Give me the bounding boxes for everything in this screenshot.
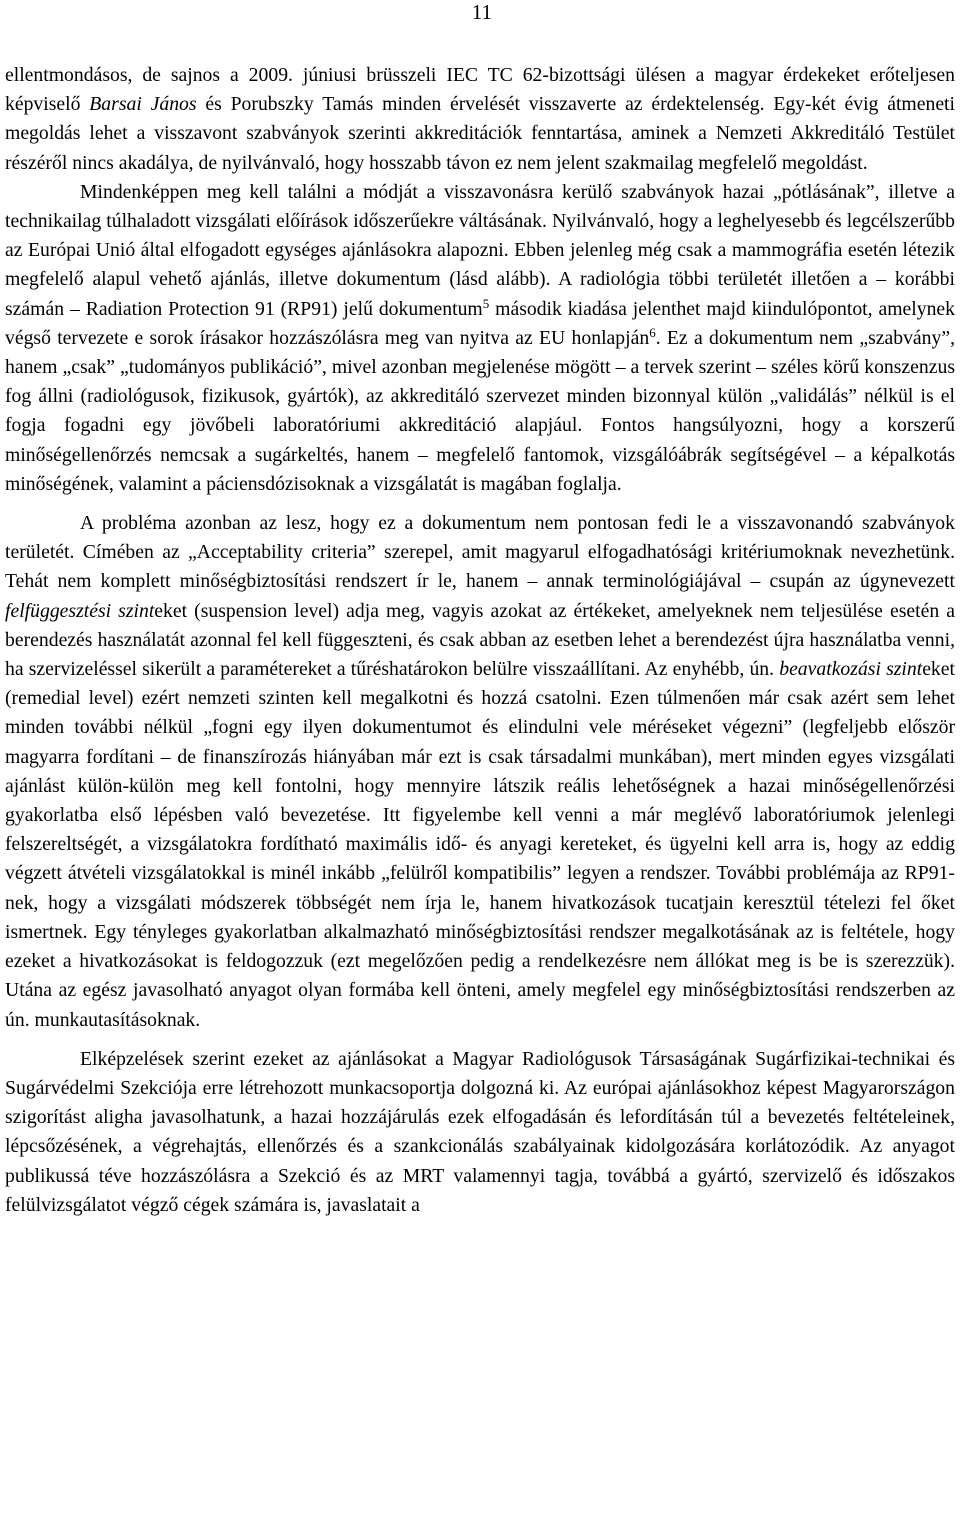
paragraph-3-text-a: A probléma azonban az lesz, hogy ez a dokumentum nem pontosan fedi le a visszavonandó szabványok területét. Címében az „Acceptability criteria” szerepel, amit magyarul elfogadhatósági kritériumoknak nevezhetünk. Tehát nem komplett minőségbiztosítási rendszert ír le, hanem – annak terminológiájával – csupán az úgynevezett <box>5 512 955 593</box>
paragraph-4-text-a: Elképzelések szerint ezeket az ajánlásokat a Magyar Radiológusok Társaságának Sugárfizikai-technikai és Sugárvédelmi Szekciója erre létrehozott munkacsoportja dolgozná ki. Az európai ajánlásokhoz képest Magyarországon szigorítást aligha javasolhatunk, a hazai hozzájárulás ezek elfogadásán és lefordításán túl a bevezetés feltételeinek, lépcsőzésének, a végrehajtás, ellenőrzés és a szankcionálás szabályainak kidolgozására korlátozódik. Az anyagot publikussá téve hozzászólásra a Szekció és az MRT valamennyi tagja, továbbá a gyártó, szervizelő és időszakos felülvizsgálatot végző cégek számára is, javaslatait a <box>5 1047 955 1216</box>
paragraph-1-text-b: és Porubszky Tamás minden érvelését visszaverte az érdektelenség. Egy-két évig átmeneti megoldás lehet a visszavont szabványok szerinti akkreditációk fenntartása, aminek a Nemzeti Akkreditáló Testület részéről nincs akadálya, de nyilvánvaló, hogy hosszabb távon ez nem jelent szakmailag megfelelő megoldást. <box>5 93 955 174</box>
paragraph-3-text-b: eket (suspension level) adja meg, vagyis azokat az értékeket, amelyeknek nem teljesülése esetén a berendezés használatát azonnal fel kell függeszteni, és csak abban az esetben lehet a berendezést újra használatba venni, ha szervizeléssel sikerült a paramétereket a tűréshatárokon belülre visszaállítani. Az enyhébb, ún. <box>5 599 955 681</box>
paragraph-2 <box>5 178 955 499</box>
paragraph-1 <box>5 61 955 178</box>
paragraph-3-emphasis-suspension: felfüggesztési szint <box>5 599 155 622</box>
paragraph-3-emphasis-remedial: beavatkozási szint <box>779 658 923 681</box>
paragraph-1-text-a: ellentmondásos, de sajnos a 2009. júniusi brüsszeli IEC TC 62-bizottsági ülésen a magyar érdekeket erőteljesen képviselő <box>5 64 955 116</box>
paragraph-2-text-c: . Ez a dokumentum nem „szabvány”, hanem „csak” „tudományos publikáció”, mivel azonban megjelenése mögött – a tervek szerint – széles körű konszenzus fog állni (radiológusok, fizikusok, gyártók), az akkreditáló szervezet minden bizonnyal külön „validálás” nélkül is el fogja fogadni egy jövőbeli laboratóriumi akkreditáció alapjául. Fontos hangsúlyozni, hogy a korszerű minőségellenőrzés nemcsak a sugárkeltés, hanem – megfelelő fantomok, vizsgálóábrák segítségével – a képalkotás minőségének, valamint a páciensdózisoknak a vizsgálatát is magában foglalja. <box>5 326 955 495</box>
footnote-ref-5: 5 <box>482 295 490 311</box>
paragraph-2-text-a: Mindenképpen meg kell találni a módját a visszavonásra kerülő szabványok hazai „pótlásának”, illetve a technikailag túlhaladott vizsgálati előírások időszerűekre váltásának. Nyilvánvaló, hogy a leghelyesebb és legcélszerűbb az Európai Unió által elfogadott egységes ajánlásokra alapozni. Ebben jelenleg még csak a mammográfia esetén létezik megfelelő alapul vehető ajánlás, illetve dokumentum (lásd alább). A radiológia többi területét illetően a – korábbi számán – Radiation Protection 91 (RP91) jelű dokumentum <box>5 180 955 320</box>
paragraph-1-emphasis-name: Barsai János <box>89 93 197 116</box>
paragraph-2-text-b: második kiadása jelenthet majd kiindulópontot, amelynek végső tervezete e sorok írásakor hozzászólásra meg van nyitva az EU honlapján <box>5 297 955 349</box>
paragraph-4 <box>5 1045 955 1220</box>
paragraph-3 <box>5 509 955 1035</box>
footnote-ref-6: 6 <box>649 324 656 340</box>
page-number: 11 <box>471 0 492 24</box>
document-body <box>5 61 955 1220</box>
paragraph-3-text-c: eket (remedial level) ezért nemzeti szinten kell megalkotni és hozzá csatolni. Ezen túlmenően már csak azért sem lehet minden további nélkül „fogni egy ilyen dokumentumot és elindulni vele méréseket végezni” (legfeljebb először magyarra fordítani – de finanszírozás hiányában már ezt is csak társadalmi munkában), mert minden egyes vizsgálati ajánlást külön-külön meg kell fontolni, hogy mennyire látszik reális lehetőségnek a hazai minőségellenőrzési gyakorlatba első lépésben való bevezetése. Itt figyelembe kell venni a már meglévő laboratóriumok jelenlegi felszereltségét, a vizsgálatokra fordítható maximális idő- és anyagi kereteket, és ügyelni kell arra is, hogy az eddig végzett átvételi vizsgálatokkal is minél inkább „felülről kompatibilis” legyen a rendszer. További problémája az RP91-nek, hogy a vizsgálati módszerek többségét nem írja le, hanem hivatkozások tucatjain keresztül tételezi fel őket ismertnek. Egy tényleges gyakorlatban alkalmazható minőségbiztosítási rendszer megalkotásának az is feltétele, hogy ezeket a hivatkozásokat is feldogozzuk (ezt megelőzően pedig a rendelkezésre nem állókat meg is be is szerezzük). Utána az egész javasolható anyagot olyan formába kell önteni, amely megfelel egy minőségbiztosítási rendszerben az ún. munkautasításoknak. <box>5 658 955 1031</box>
